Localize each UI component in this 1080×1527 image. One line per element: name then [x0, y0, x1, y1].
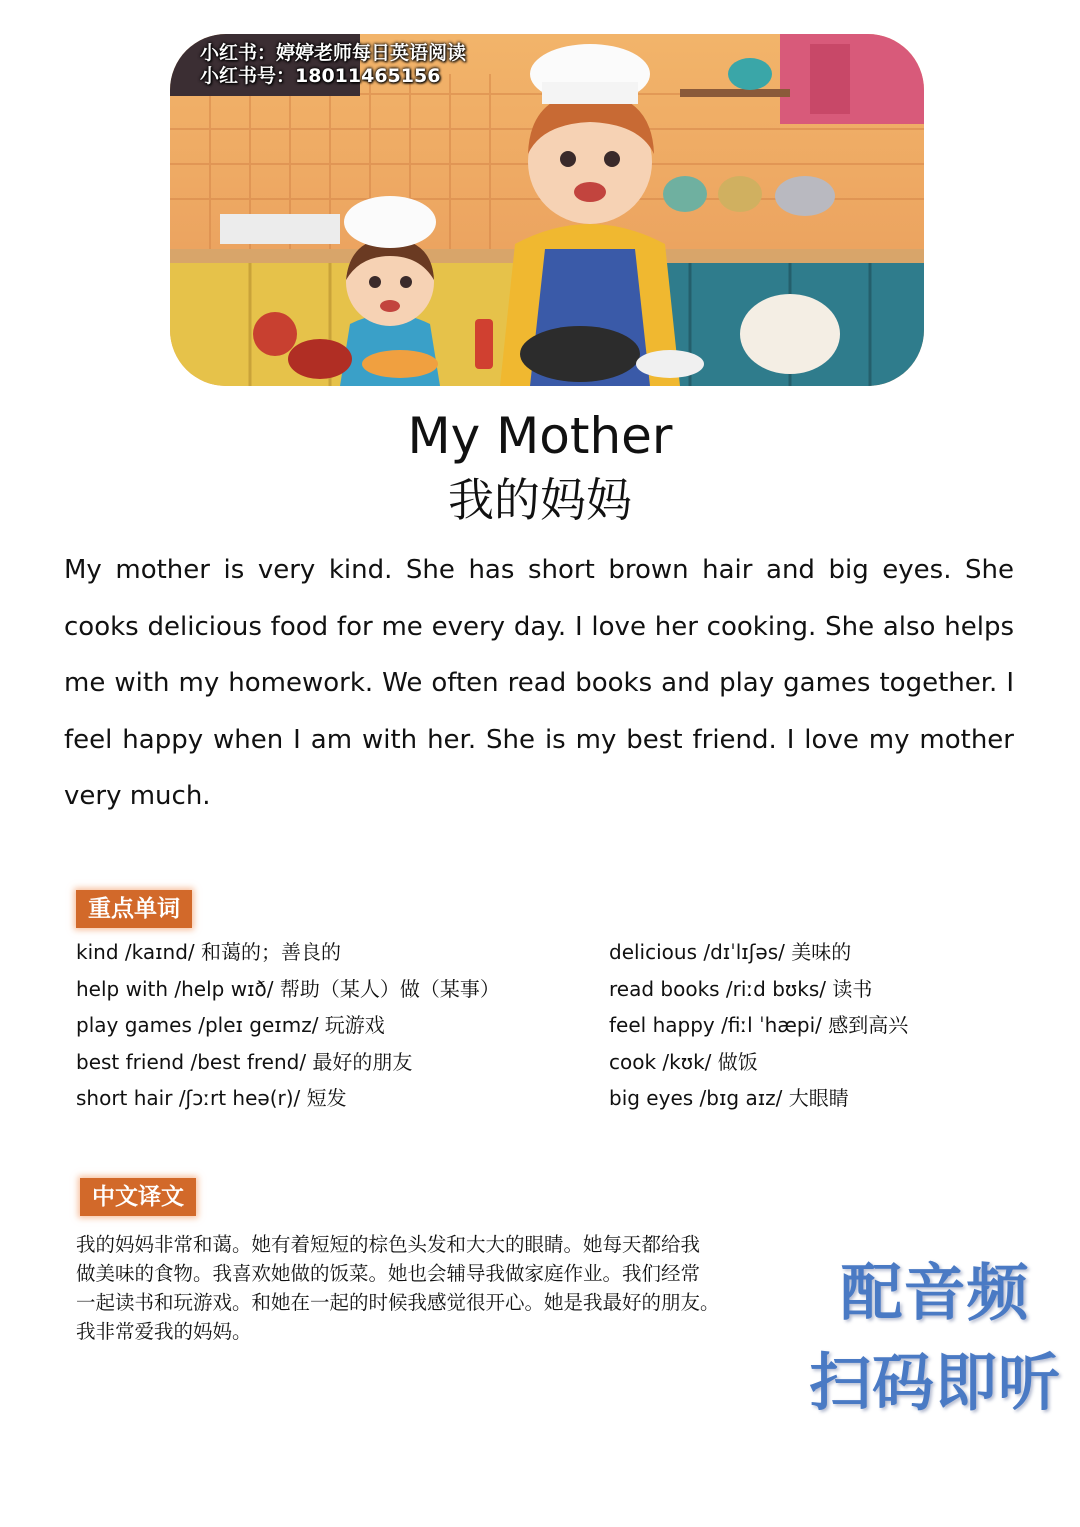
translation-line: 我的妈妈非常和蔼。她有着短短的棕色头发和大大的眼睛。她每天都给我 — [76, 1233, 701, 1256]
page-title-english: My Mother — [407, 407, 673, 465]
translation-line: 一起读书和玩游戏。和她在一起的时候我感觉很开心。她是我最好的朋友。 — [76, 1291, 720, 1314]
vocab-item: best friend /best frend/ 最好的朋友 — [76, 1049, 413, 1074]
vocab-item: help with /help wɪð/ 帮助（某人）做（某事） — [76, 976, 500, 1001]
vocab-item: kind /kaɪnd/ 和蔼的；善良的 — [76, 940, 341, 964]
page-title-chinese: 我的妈妈 — [448, 473, 632, 527]
vocab-item: delicious /dɪˈlɪʃəs/ 美味的 — [609, 940, 852, 964]
vocab-item: play games /pleɪ geɪmz/ 玩游戏 — [76, 1013, 385, 1037]
translation-line: 做美味的食物。我喜欢她做的饭菜。她也会辅导我做家庭作业。我们经常 — [76, 1262, 701, 1285]
audio-cta-line-1: 配音频 — [840, 1256, 1030, 1329]
watermark-line-1: 小红书：婷婷老师每日英语阅读 — [200, 42, 467, 64]
vocab-list-left — [76, 934, 500, 1117]
vocab-item: big eyes /bɪg aɪz/ 大眼睛 — [609, 1086, 849, 1110]
vocab-item: short hair /ʃɔːrt heə(r)/ 短发 — [76, 1086, 347, 1110]
vocab-item: read books /riːd bʊks/ 读书 — [609, 976, 873, 1001]
watermark-line-2: 小红书号：18011465156 — [200, 65, 441, 87]
translation-line: 我非常爱我的妈妈。 — [76, 1320, 252, 1343]
vocab-item: feel happy /fiːl ˈhæpi/ 感到高兴 — [609, 1013, 909, 1037]
audio-cta-line-2: 扫码即听 — [808, 1346, 1061, 1419]
vocab-item: cook /kʊk/ 做饭 — [609, 1049, 758, 1074]
vocab-list-right — [609, 934, 908, 1117]
hero-illustration — [170, 34, 924, 386]
translation-heading-badge: 中文译文 — [80, 1178, 196, 1216]
chinese-translation — [76, 1230, 788, 1346]
story-paragraph: My mother is very kind. She has short brown hair and big eyes. She cooks delicious food for me every day. I love her cooking. She also helps me with my homework. We often read books and play games together. I feel happy when I am with her. She is my best friend. I love my mother very much. — [64, 555, 1014, 811]
vocab-heading-badge: 重点单词 — [76, 890, 192, 928]
watermark — [200, 42, 466, 88]
